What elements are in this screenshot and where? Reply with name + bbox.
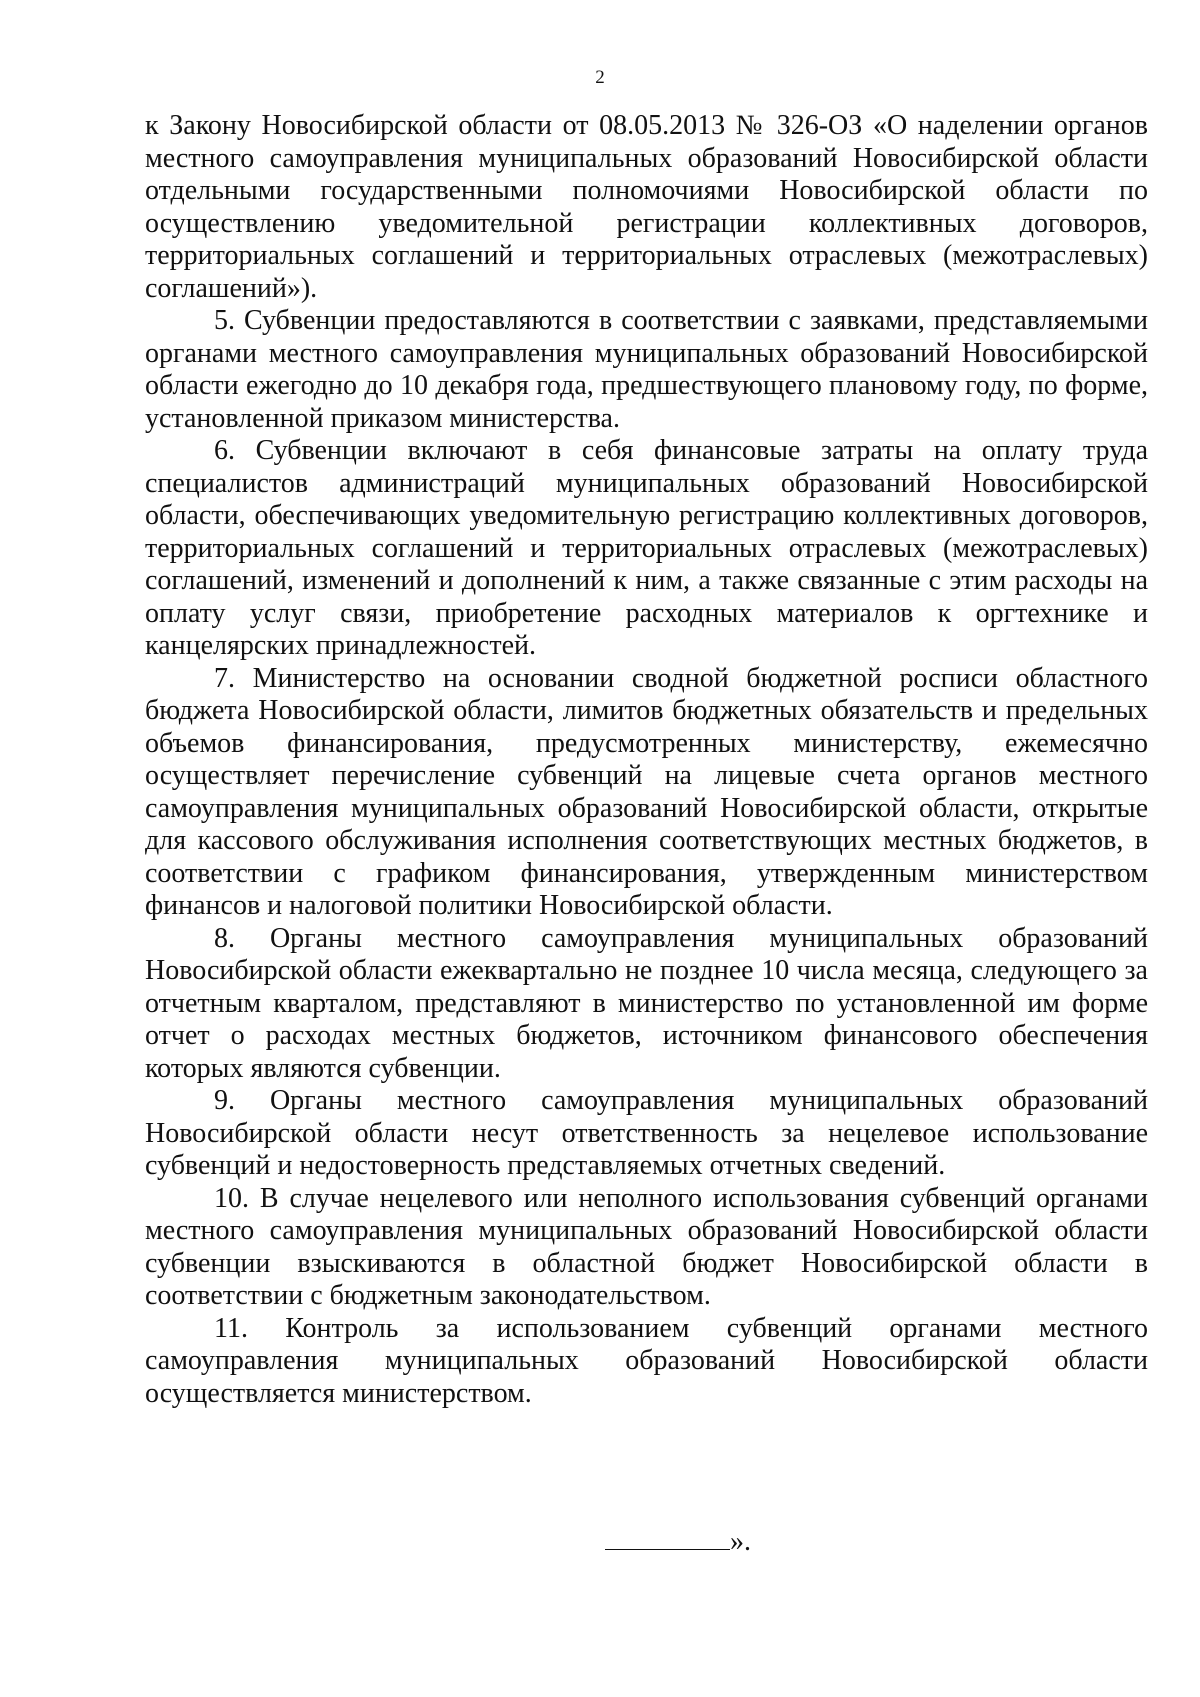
document-body (145, 110, 1148, 1410)
paragraph-item-5: 5. Субвенции предоставляются в соответствии с заявками, представляемыми органами местного самоуправления муниципальных образований Новосибирской области ежегодно до 10 декабря года, предшествующего плановому году, по форме, установленной приказом министерства. (145, 305, 1148, 434)
paragraph-item-7: 7. Министерство на основании сводной бюджетной росписи областного бюджета Новосибирской области, лимитов бюджетных обязательств и предельных объемов финансирования, предусмотренных министерству, ежемесячно осуществляет перечисление субвенций на лицевые счета органов местного самоуправления муниципальных образований Новосибирской области, открытые для кассового обслуживания исполнения соответствующих местных бюджетов, в соответствии с графиком финансирования, утвержденным министерством финансов и налоговой политики Новосибирской области. (145, 662, 1148, 921)
closing-mark (605, 1525, 751, 1558)
paragraph-item-8: 8. Органы местного самоуправления муниципальных образований Новосибирской области ежеквартально не позднее 10 числа месяца, следующего за отчетным кварталом, представляют в министерство по установленной им форме отчет о расходах местных бюджетов, источником финансового обеспечения которых являются субвенции. (145, 922, 1148, 1084)
paragraph-item-6: 6. Субвенции включают в себя финансовые затраты на оплату труда специалистов администраций муниципальных образований Новосибирской области, обеспечивающих уведомительную регистрацию коллективных договоров, территориальных соглашений и территориальных отраслевых (межотраслевых) соглашений, изменений и дополнений к ним, а также связанные с этим расходы на оплату услуг связи, приобретение расходных материалов к оргтехнике и канцелярских принадлежностей. (145, 435, 1148, 661)
page-number: 2 (595, 67, 605, 88)
closing-underline (605, 1525, 730, 1550)
paragraph-item-11: 11. Контроль за использованием субвенций органами местного самоуправления муниципальных образований Новосибирской области осуществляется министерством. (145, 1312, 1148, 1409)
paragraph-item-10: 10. В случае нецелевого или неполного использования субвенций органами местного самоуправления муниципальных образований Новосибирской области субвенции взыскиваются в областной бюджет Новосибирской области в соответствии с бюджетным законодательством. (145, 1182, 1148, 1311)
paragraph-item-9: 9. Органы местного самоуправления муниципальных образований Новосибирской области несут ответственность за нецелевое использование субвенций и недостоверность представляемых отчетных сведений. (145, 1085, 1148, 1181)
paragraph-law-reference: к Закону Новосибирской области от 08.05.2013 № 326-ОЗ «О наделении органов местного самоуправления муниципальных образований Новосибирской области отдельными государственными полномочиями Новосибирской области по осуществлению уведомительной регистрации коллективных договоров, территориальных соглашений и территориальных отраслевых (межотраслевых) соглашений»). (145, 110, 1148, 304)
closing-quote: ». (730, 1526, 751, 1557)
